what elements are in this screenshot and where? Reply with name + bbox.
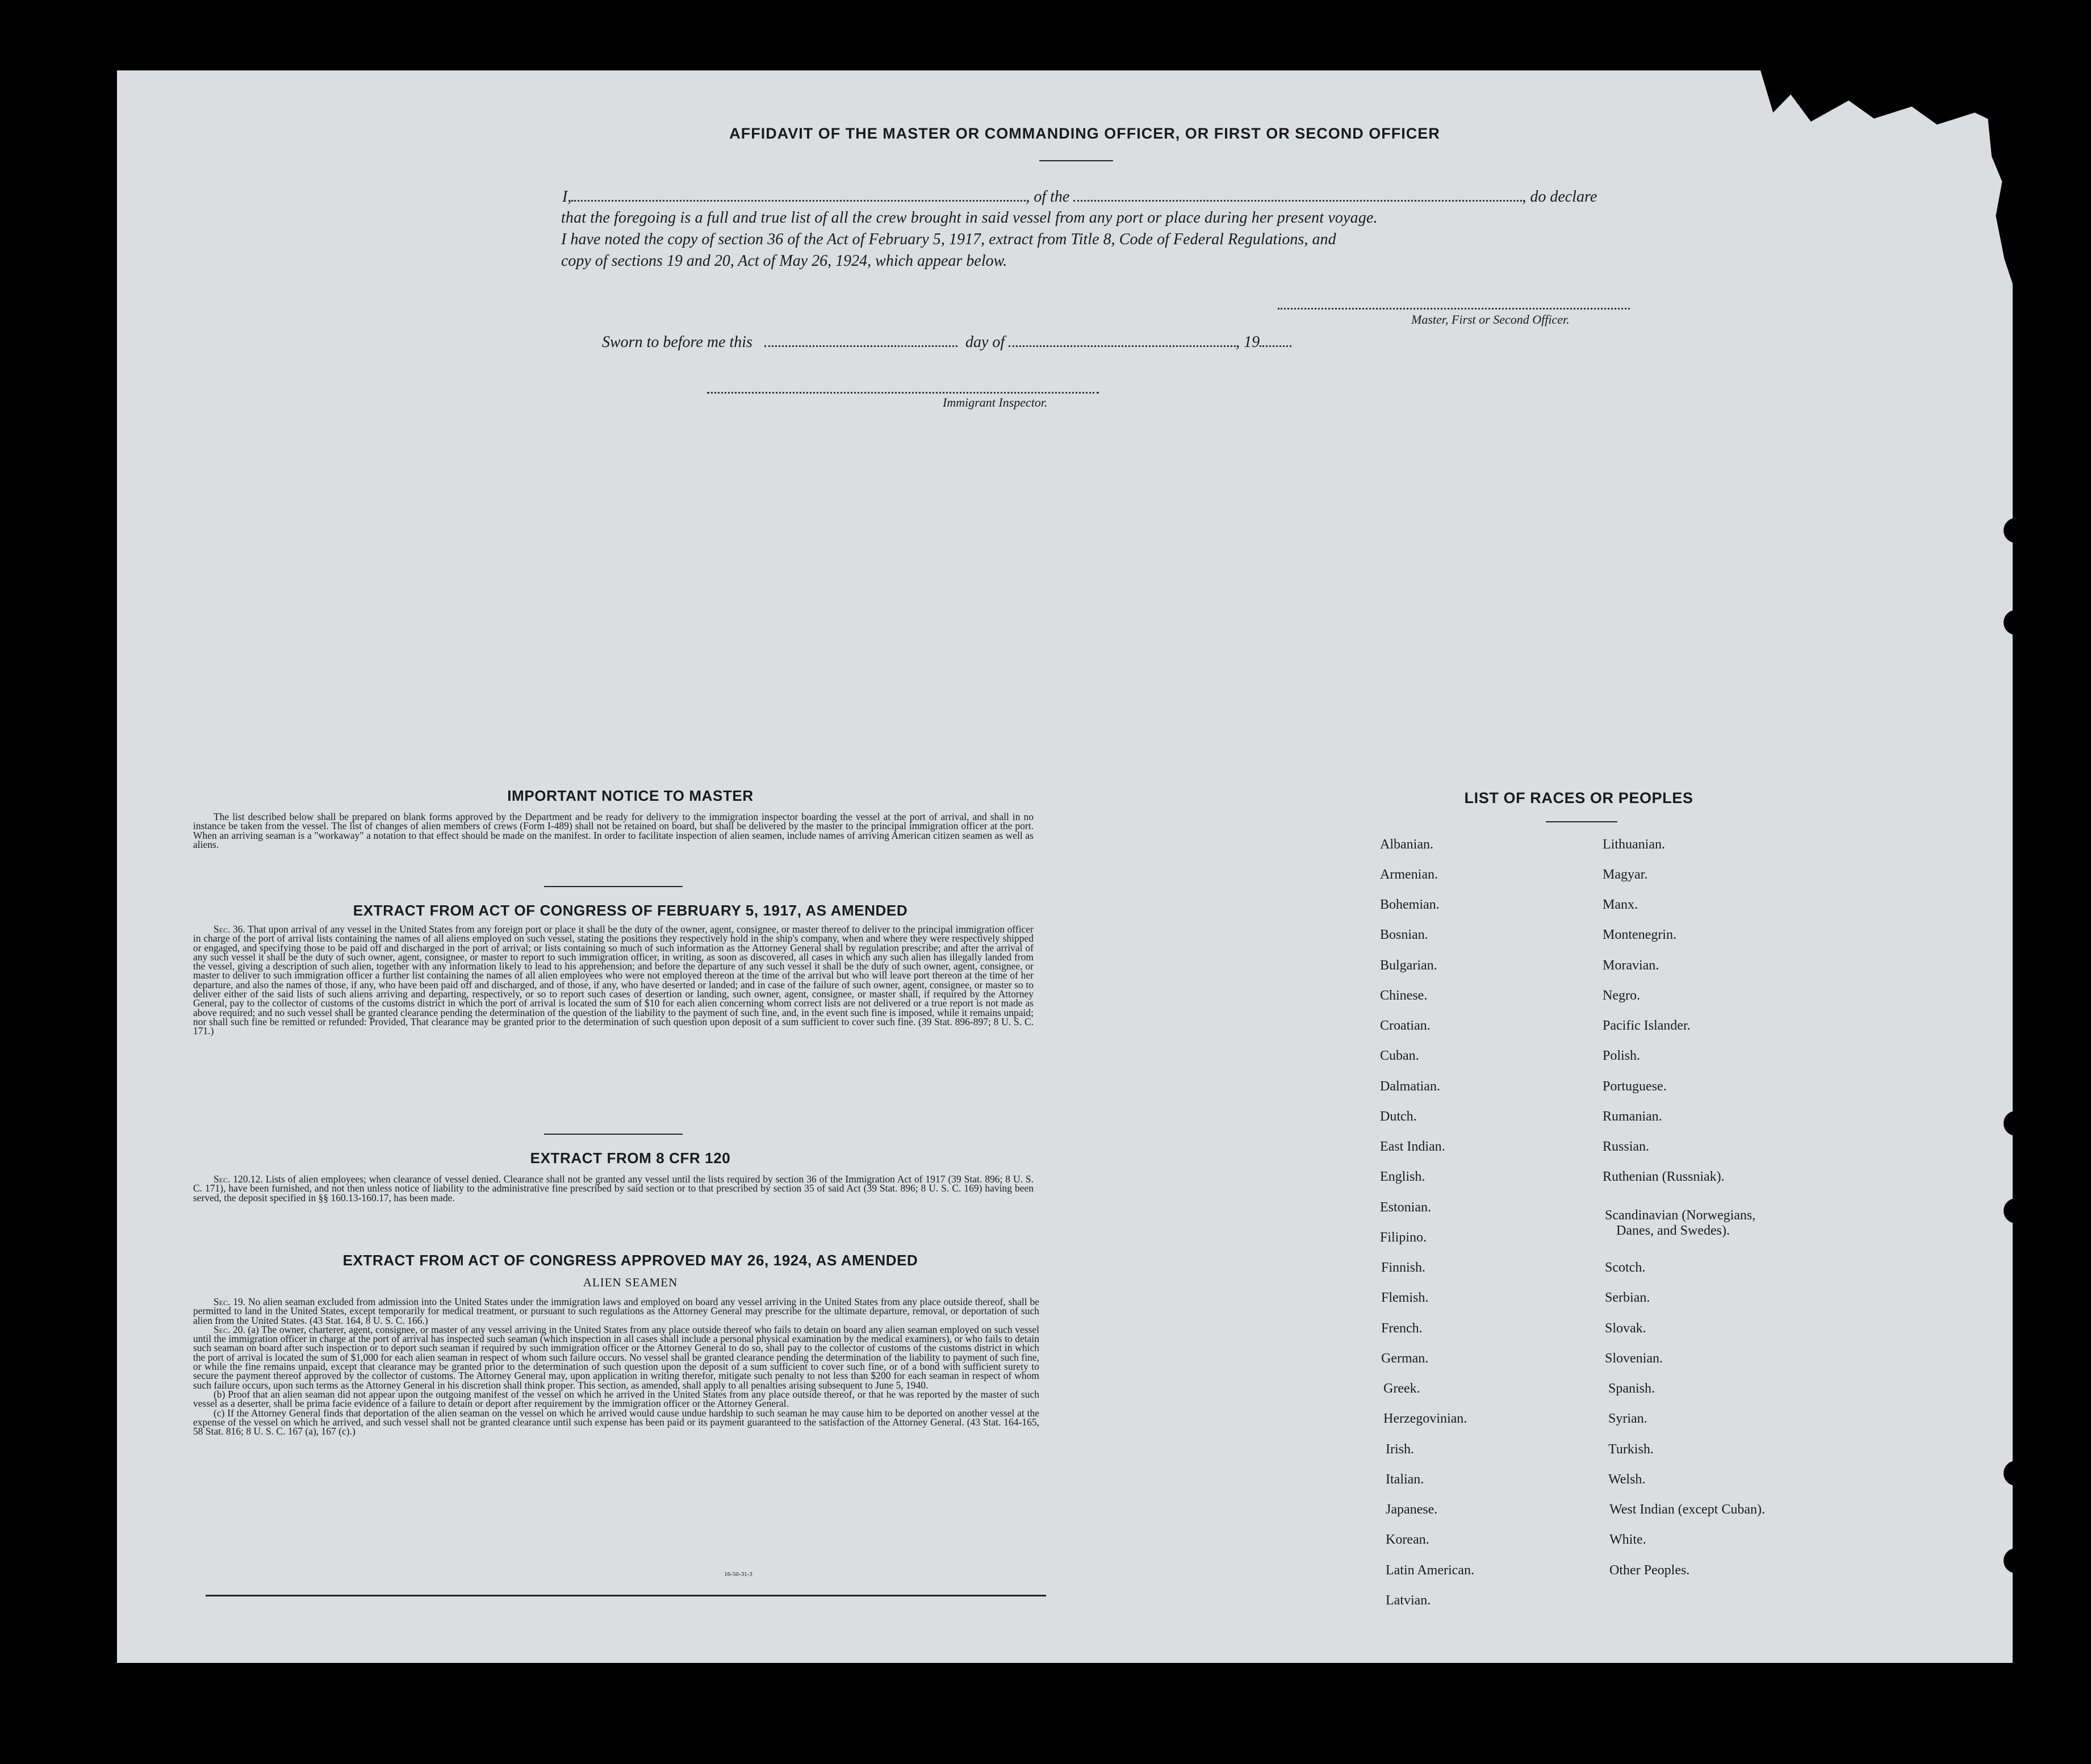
race-item: Welsh. xyxy=(1608,1472,1646,1487)
binder-hole xyxy=(2004,1461,2029,1486)
race-item: Korean. xyxy=(1386,1532,1429,1547)
race-item: Bosnian. xyxy=(1380,927,1428,942)
race-item: Japanese. xyxy=(1386,1502,1438,1517)
race-item: Pacific Islander. xyxy=(1603,1018,1691,1033)
race-item: Slovak. xyxy=(1605,1321,1646,1336)
race-item: Bulgarian. xyxy=(1380,958,1437,973)
extract-cfr-body: Sec. 120.12. Lists of alien employees; when clearance of vessel denied. Clearance shall not be granted any vessel until the lists required by section 36 of the Immigration Act of 1917 (39 Stat. 896; 8 U. S. C. 171), have been furnished, and not then unless notice of liability to the administrative fine prescribed by said section or to that prescribed by section 35 of said Act (39 Stat. 896; 8 U. S. C. 169) having been served, the deposit specified in §§ 160.13-160.17, has been made. xyxy=(193,1173,1034,1203)
race-item: Portuguese. xyxy=(1603,1079,1667,1094)
race-item: Dutch. xyxy=(1380,1109,1417,1124)
race-item: German. xyxy=(1381,1351,1429,1366)
sworn-month-blank[interactable] xyxy=(1009,333,1236,347)
race-item: Finnish. xyxy=(1381,1260,1426,1275)
race-item: Moravian. xyxy=(1603,958,1659,973)
alien-seamen-subtitle: ALIEN SEAMEN xyxy=(583,1276,678,1289)
races-rule xyxy=(1546,821,1617,822)
race-item: Ruthenian (Russniak). xyxy=(1603,1169,1725,1184)
extract-1924-body: Sec. 19. No alien seaman excluded from admission into the United States under the immigration laws and employed on board any vessel arriving in the United States from any place outside thereof, shall be permitted to land in the United States, except temporarily for medical treatment, or pursuant to such regulations as the Attorney General may prescribe for the ultimate departure, removal, or deportation of such alien from the United States. (43 Stat. 164, 8 U. S. C. 166.) Sec. 20. (a) The owner, charterer, agent, consignee, or master of any vessel arriving in the United States from any place outside thereof who fails to detain on board any alien seaman employed on such vessel until the immigration officer in charge at the port of arrival has inspected such seaman (which inspection in all cases shall include a personal physical examination by the medical examiners), or who fails to detain such seaman on board after such inspection or to deport such seaman if required by such immigration officer or the Attorney General to do so, shall pay to the collector of customs of the customs district in which the port of arrival is located the sum of $1,000 for each alien seaman in respect of whom such failure occurs. No vessel shall be granted clearance pending the determination of the liability to payment of such fine, or while the fine remains unpaid, except that clearance may be granted prior to the determination of such question upon the deposit of a sum sufficient to cover such fine, or of a bond with sufficient surety to secure the payment thereof approved by the collector of customs. The Attorney General may, upon application in writing therefor, mitigate such penalty to not less than $200 for each seaman in respect of whom such failure occurs, upon such terms as the Attorney General in his discretion shall think proper. This section, as amended, shall apply to all penalties arising subsequent to June 5, 1940. (b) Proof that an alien seaman did not appear upon the outgoing manifest of the vessel on which he arrived in the United States from any place outside thereof, or that he was reported by the master of such vessel as a deserter, shall be prima facie evidence of a failure to detain or deport after requirement by the immigration officer or the Attorney General. (c) If the Attorney General finds that deportation of the alien seaman on the vessel on which he arrived would cause undue hardship to such seaman he may cause him to be deported on another vessel at the expense of the vessel on which he arrived, and such vessel shall not be granted clearance until such expense has been paid or its payment guaranteed to the satisfaction of the Attorney General. (43 Stat. 164-165, 58 Stat. 816; 8 U. S. C. 167 (a), 167 (c).) xyxy=(193,1296,1039,1437)
extract-1917-body: Sec. 36. That upon arrival of any vessel in the United States from any foreign port or place it shall be the duty of the owner, agent, consignee, or master thereof to deliver to the principal immigration officer in charge of the port of arrival lists containing the names of all aliens employed on such vessel, stating the positions they respectively hold in the ship's company, when and where they were respectively shipped or engaged, and specifying those to be paid off and discharged in the port of arrival; or lists containing so much of such information as the Attorney General shall by regulation prescribe; and after the arrival of any such vessel it shall be the duty of such owner, agent, consignee, or master to report to such immigration officer, in writing, as soon as discovered, all cases in which any such alien has illegally landed from the vessel, giving a description of such alien, together with any information likely to lead to his apprehension; and before the departure of any such vessel it shall be the duty of such owner, agent, consignee, or master to deliver to such immigration officer a further list containing the names of all alien employees who were not employed thereon at the time of the arrival but who will leave port thereon at the time of her departure, and also the names of those, if any, who have been paid off and discharged, and of those, if any, who have deserted or landed; and in case of the failure of such owner, agent, consignee, or master so to deliver either of the said lists of such aliens arriving and departing, respectively, or so to report such cases of desertion or landing, such owner, agent, consignee, or master shall, if required by the Attorney General, pay to the collector of customs of the customs district in which the port of arrival is located the sum of $10 for each alien concerning whom correct lists are not delivered or a true report is not made as above required; and no such vessel shall be granted clearance pending the determination of the question of the liability to the payment of such fine, and, in the event such fine is imposed, while it remains unpaid; nor shall such fine be remitted or refunded: Provided, That clearance may be granted prior to the determination of such question upon deposit of a sum sufficient to cover such fine. (39 Stat. 896-897; 8 U. S. C. 171.) xyxy=(193,923,1034,1037)
race-item: East Indian. xyxy=(1380,1139,1445,1154)
race-item: West Indian (except Cuban). xyxy=(1609,1502,1765,1517)
sworn-year-blank[interactable] xyxy=(1260,333,1291,347)
affidavit-title: AFFIDAVIT OF THE MASTER OR COMMANDING OFFICER, OR FIRST OR SECOND OFFICER xyxy=(729,125,1440,142)
race-item: Chinese. xyxy=(1380,988,1428,1003)
extract-1917-title: EXTRACT FROM ACT OF CONGRESS OF FEBRUARY 5, 1917, AS AMENDED xyxy=(353,902,908,919)
race-item: Turkish. xyxy=(1608,1442,1654,1457)
race-item: Serbian. xyxy=(1605,1290,1650,1305)
affidavit-line-1: I, , of the , do declare xyxy=(562,188,1597,206)
form-code: 16-50-31-3 xyxy=(724,1571,752,1578)
notice-rule xyxy=(544,886,683,887)
race-item: Polish. xyxy=(1603,1048,1641,1063)
race-item: Slovenian. xyxy=(1605,1351,1663,1366)
binder-hole xyxy=(2004,1111,2029,1136)
races-title: LIST OF RACES OR PEOPLES xyxy=(1464,789,1693,806)
race-item: Greek. xyxy=(1383,1381,1420,1396)
notice-body: The list described below shall be prepared on blank forms approved by the Department and be ready for delivery to the immigration inspector boarding the vessel at the port of arrival, and shall in no instance be taken from the vessel. The list of changes of alien members of crews (Form I-489) shall not be retained on board, but shall be delivered by the master to the principal immigration officer at the port. When an arriving seaman is a "workaway" a notation to that effect should be made on the manifest. In order to facilitate inspection of alien seamen, include names of arriving American citizen seamen as well as aliens. xyxy=(193,811,1034,850)
extract-1917-rule xyxy=(544,1134,683,1135)
race-item: Danes, and Swedes). xyxy=(1616,1223,1730,1238)
race-item: Other Peoples. xyxy=(1609,1563,1690,1578)
race-item: Flemish. xyxy=(1381,1290,1429,1305)
race-item: Estonian. xyxy=(1380,1200,1431,1215)
sworn-line: Sworn to before me this day of , 19 xyxy=(602,333,1291,352)
extract-1924-title: EXTRACT FROM ACT OF CONGRESS APPROVED MAY 26, 1924, AS AMENDED xyxy=(342,1252,918,1269)
affidavit-line-4: copy of sections 19 and 20, Act of May 26, 1924, which appear below. xyxy=(561,252,1007,270)
race-item: Syrian. xyxy=(1608,1411,1647,1426)
binder-hole xyxy=(2004,518,2029,543)
race-item: Bohemian. xyxy=(1380,897,1440,912)
race-item: Italian. xyxy=(1386,1472,1424,1487)
race-item: French. xyxy=(1381,1321,1423,1336)
race-item: Scandinavian (Norwegians, xyxy=(1605,1208,1756,1223)
race-item: Lithuanian. xyxy=(1603,837,1665,852)
race-item: Magyar. xyxy=(1603,867,1648,882)
race-item: Latin American. xyxy=(1386,1563,1474,1578)
affidavit-line-3: I have noted the copy of section 36 of the Act of February 5, 1917, extract from Title 8, Code of Federal Regulations, and xyxy=(561,231,1336,248)
race-item: White. xyxy=(1609,1532,1646,1547)
master-signature-blank[interactable] xyxy=(1278,295,1630,310)
race-item: Dalmatian. xyxy=(1380,1079,1440,1094)
binder-hole xyxy=(2004,1548,2029,1573)
bottom-rule xyxy=(206,1595,1046,1596)
sworn-day-blank[interactable] xyxy=(764,333,957,347)
inspector-signature-label: Immigrant Inspector. xyxy=(943,395,1048,409)
race-item: Russian. xyxy=(1603,1139,1650,1154)
race-item: Negro. xyxy=(1603,988,1640,1003)
race-item: Manx. xyxy=(1603,897,1638,912)
binder-hole xyxy=(2004,610,2029,635)
binder-hole xyxy=(2004,1198,2029,1223)
name-blank[interactable] xyxy=(571,187,1026,202)
affidavit-line-2: that the foregoing is a full and true list of all the crew brought in said vessel from any port or place during her present voyage. xyxy=(561,209,1378,227)
title-rule xyxy=(1039,160,1113,161)
race-item: Albanian. xyxy=(1380,837,1433,852)
extract-cfr-title: EXTRACT FROM 8 CFR 120 xyxy=(530,1149,731,1167)
race-item: Cuban. xyxy=(1380,1048,1419,1063)
race-item: Filipino. xyxy=(1380,1230,1427,1245)
race-item: Scotch. xyxy=(1605,1260,1646,1275)
race-item: Irish. xyxy=(1386,1442,1414,1457)
race-item: Armenian. xyxy=(1380,867,1438,882)
race-item: Latvian. xyxy=(1386,1593,1431,1608)
master-signature-label: Master, First or Second Officer. xyxy=(1411,312,1570,327)
notice-title: IMPORTANT NOTICE TO MASTER xyxy=(507,787,754,804)
vessel-blank[interactable] xyxy=(1073,187,1522,202)
race-item: Croatian. xyxy=(1380,1018,1431,1033)
race-item: Rumanian. xyxy=(1603,1109,1662,1124)
race-item: English. xyxy=(1380,1169,1425,1184)
race-item: Spanish. xyxy=(1608,1381,1655,1396)
race-item: Montenegrin. xyxy=(1603,927,1676,942)
inspector-signature-blank[interactable] xyxy=(707,379,1099,394)
race-item: Herzegovinian. xyxy=(1383,1411,1467,1426)
